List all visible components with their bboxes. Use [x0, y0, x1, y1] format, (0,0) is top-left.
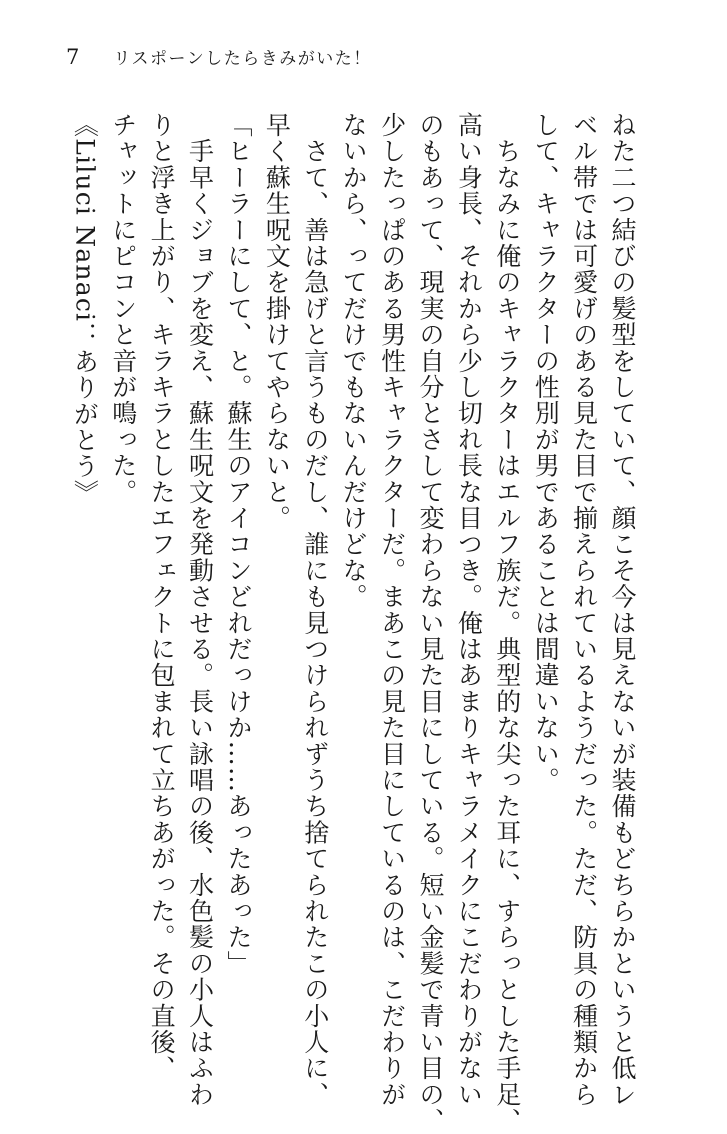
text-line: りと浮き上がり、キラキラとしたエフェクトに包まれて立ちあがった。その直後、: [147, 112, 177, 1082]
text-line: 早く蘇生呪文を掛けてやらないと。: [262, 112, 292, 532]
text-line: ベル帯では可愛げのある見た目で揃えられているようだった。ただ、防具の種類から: [569, 112, 599, 1108]
text-line: ないから、ってだけでもないんだけどな。: [339, 112, 369, 610]
dialogue-line: 「ヒーラーにして、と。蘇生のアイコンどれだっけか……あったあった」: [223, 112, 253, 977]
vertical-body-text: [65, 112, 641, 1134]
text-line: 高い身長、それから少し切れ長な目つき。俺はあまりキャラメイクにこだわりがない: [454, 112, 484, 1108]
text-line: 手早くジョブを変え、蘇生呪文を発動させる。長い詠唱の後、水色髪の小人はふわ: [185, 112, 215, 1108]
chat-message-line: 《Liluci Nanaci：ありがとう》: [70, 112, 100, 506]
text-line: して、キャラクターの性別が男であることは間違いない。: [531, 112, 561, 794]
text-line: さて、善は急げと言うものだし、誰にも見つけられずうち捨てられたこの小人に、: [300, 112, 330, 1108]
text-line: チャットにピコンと音が鳴った。: [108, 112, 138, 505]
page-header: [66, 44, 372, 74]
text-line: ちなみに俺のキャラクターはエルフ族だ。典型的な尖った耳に、すらっとした手足、: [492, 112, 522, 1134]
text-line: のもあって、現実の自分とさして変わらない見た目にしている。短い金髪で青い目の、: [415, 112, 445, 1134]
text-line: 少したっぱのある男性キャラクターだ。まあこの見た目にしているのは、こだわりが: [377, 112, 407, 1108]
running-title: リスポーンしたらきみがいた！: [113, 49, 372, 69]
text-line: ねた二つ結びの髪型をしていて、顔こそ今は見えないが装備もどちらかというと低レ: [608, 112, 637, 1108]
page-number: 7: [66, 45, 80, 69]
